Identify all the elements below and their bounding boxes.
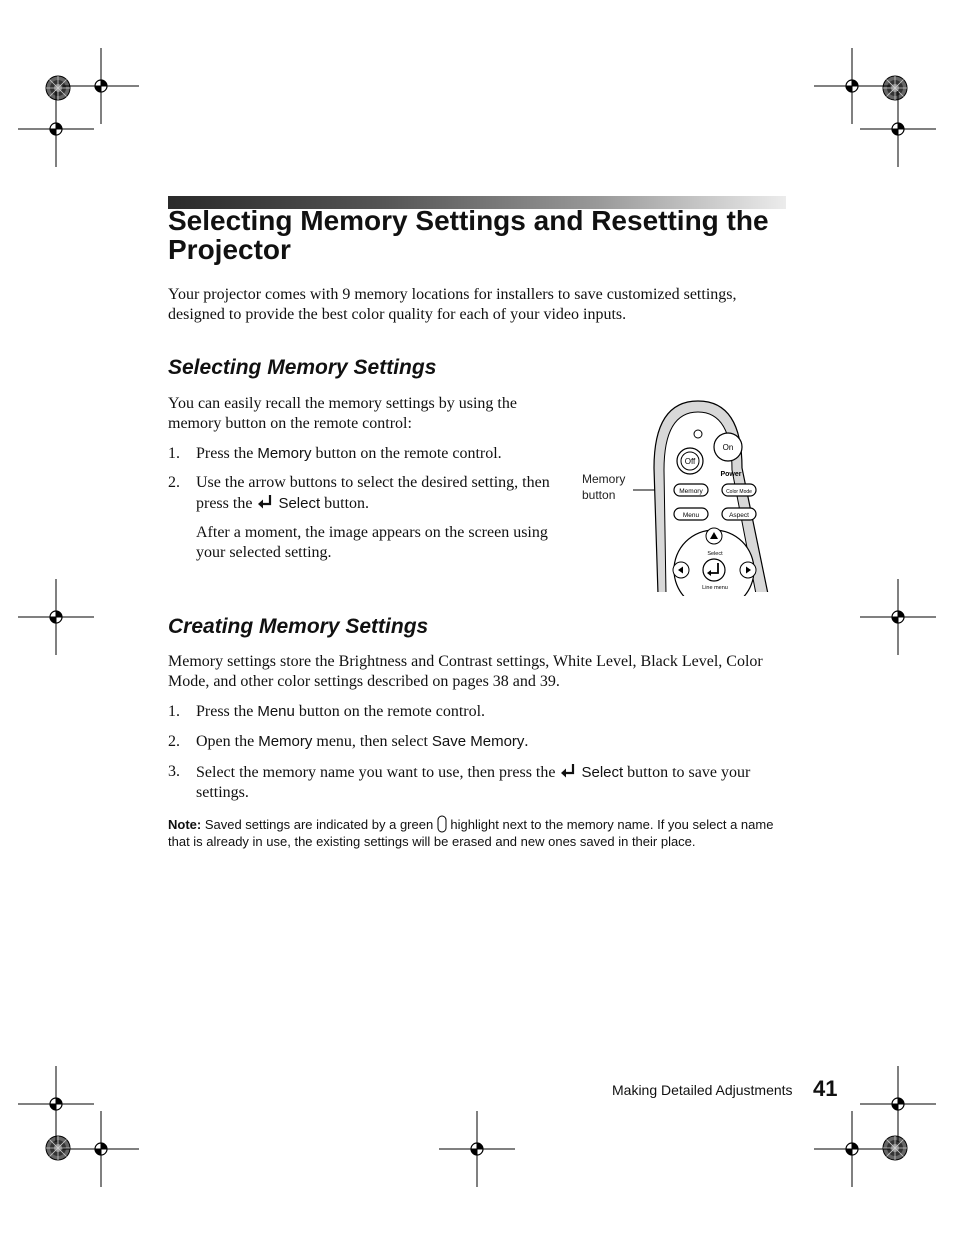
section1-step-1: [168, 444, 568, 464]
select-button-label: Select: [278, 495, 321, 512]
page-title: Selecting Memory Settings and Resetting the Projector: [168, 205, 769, 265]
step-text: Open the Memory menu, then select Save Memory.: [196, 733, 529, 750]
section-heading-selecting: Selecting Memory Settings: [168, 356, 437, 379]
memory-button-icon-label: Memory: [679, 488, 703, 495]
on-button-label: On: [722, 443, 734, 452]
enter-icon: [559, 762, 577, 780]
step-text: Select the memory name you want to use, then press the Select button to save your settings.: [196, 764, 751, 801]
section-heading-creating: Creating Memory Settings: [168, 615, 429, 638]
memory-button-label: Memory: [257, 445, 312, 462]
section2-step-2: [168, 732, 768, 752]
menu-button-label-text: Menu: [257, 703, 295, 720]
step-number: 1.: [168, 445, 180, 462]
note-paragraph: Note: Saved settings are indicated by a green highlight next to the memory name. If you select a name that is already in use, the existing settings will be erased and new ones saved in their place.: [168, 817, 774, 849]
section2-step-1: [168, 702, 768, 722]
memory-menu-label: Memory: [258, 733, 313, 750]
section1-lead: You can easily recall the memory settings by using the memory button on the remote control:: [168, 395, 517, 432]
step-number: 2.: [168, 474, 180, 491]
save-memory-label: Save Memory: [431, 733, 525, 750]
power-label: Power: [720, 471, 742, 478]
step-text: Press the Menu button on the remote control.: [196, 703, 486, 720]
off-button-label: Off: [684, 457, 696, 466]
page-number: 41: [813, 1076, 838, 1101]
remote-control-illustration: [628, 398, 776, 596]
step-text: Use the arrow buttons to select the desired setting, then press the Select button.: [196, 474, 550, 512]
section1-step-2: [168, 473, 568, 513]
section2-step-3: [168, 762, 788, 802]
line-menu-label: Line menu: [702, 585, 728, 591]
section2-lead: Memory settings store the Brightness and Contrast settings, White Level, Black Level, Color Mode, and other color settings described on pages 38 and 39.: [168, 653, 763, 690]
select-button-label: Select: [581, 764, 624, 781]
step-text: Press the Memory button on the remote control.: [196, 445, 502, 462]
footer-chapter-label: Making Detailed Adjustments: [612, 1082, 793, 1098]
step-number: 2.: [168, 733, 180, 750]
step-number: 1.: [168, 703, 180, 720]
select-label: Select: [707, 551, 723, 557]
intro-paragraph: Your projector comes with 9 memory locations for installers to save customized settings, designed to provide the best color quality for each of your video inputs.: [168, 286, 737, 323]
step-number: 3.: [168, 763, 180, 780]
aspect-button-label: Aspect: [729, 512, 749, 519]
section1-step-2-followup: After a moment, the image appears on the screen using your selected setting.: [196, 524, 548, 561]
enter-icon: [256, 493, 274, 511]
note-label: Note:: [168, 817, 202, 832]
menu-button-label: Menu: [682, 512, 700, 519]
callout-memory-button: Memory button: [582, 472, 626, 502]
color-mode-label: Color Mode: [726, 489, 752, 495]
green-highlight-indicator-icon: [437, 815, 447, 833]
